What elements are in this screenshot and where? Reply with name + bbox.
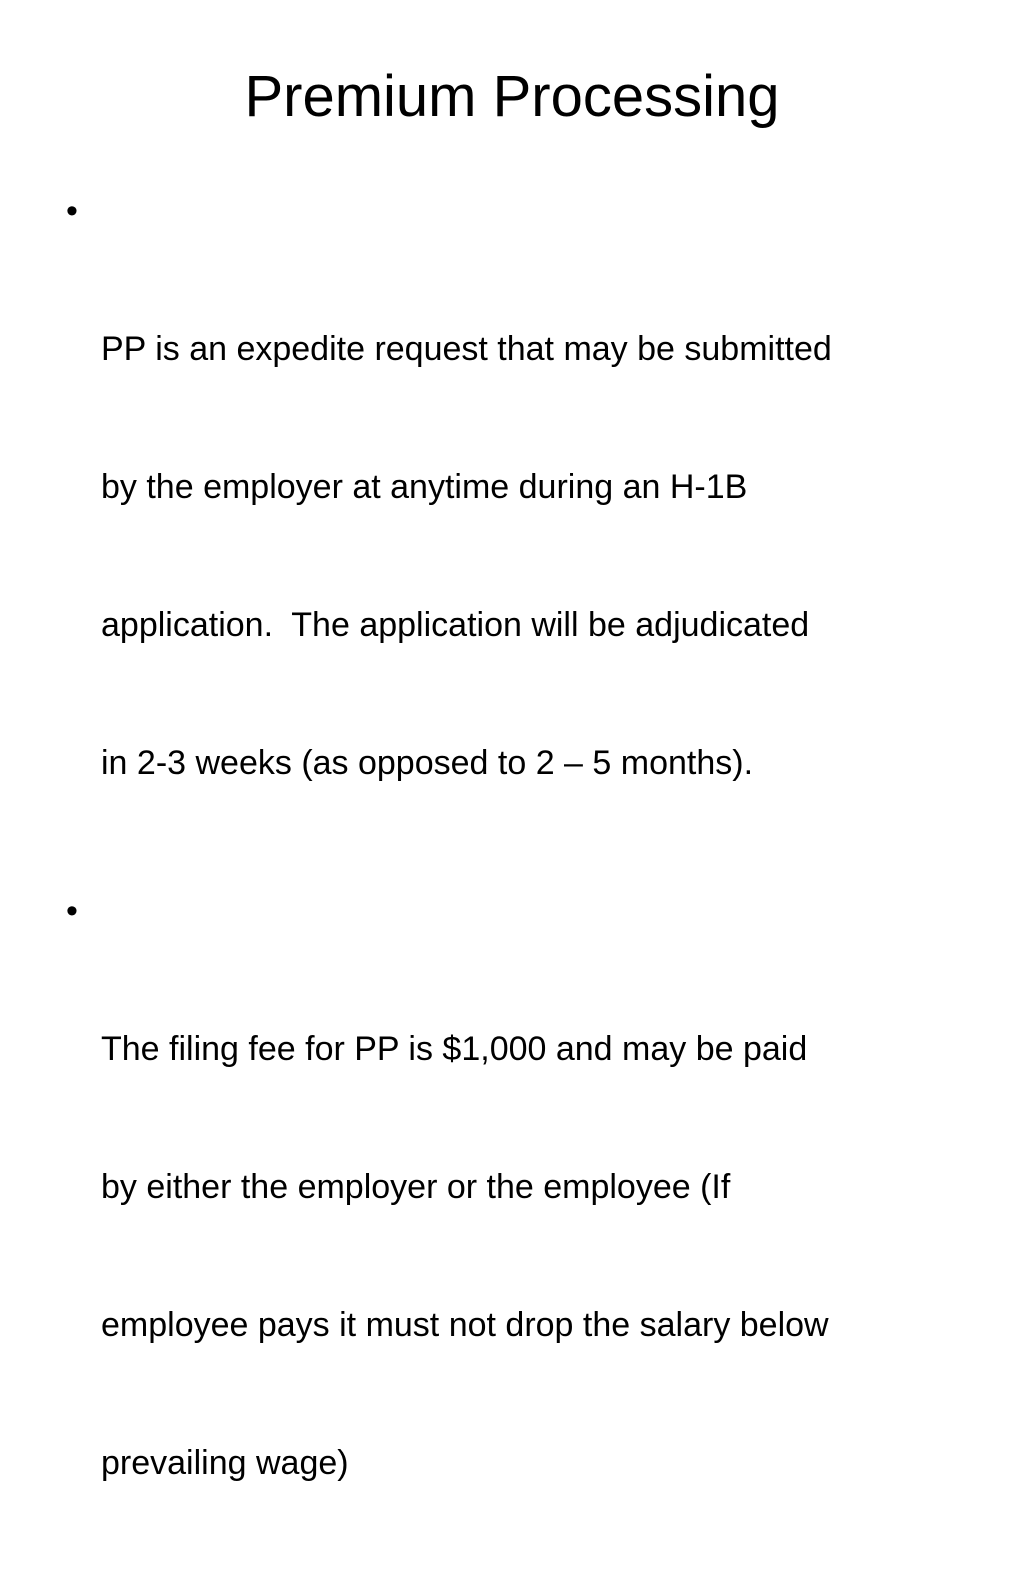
bullet-text-line: PP is an expedite request that may be submitted (101, 330, 832, 368)
bullet-text-line: by either the employer or the employee (If (101, 1168, 731, 1206)
bullet-text-line: by the employer at anytime during an H-1B (101, 468, 748, 506)
bullet-marker: • (66, 192, 78, 230)
bullet-text-line: The filing fee for PP is $1,000 and may be paid (101, 1030, 808, 1068)
bullet-text-line: employee pays it must not drop the salary below (101, 1306, 829, 1344)
bullet-text-line: in 2-3 weeks (as opposed to 2 – 5 months). (101, 744, 754, 782)
bullet-text-line: prevailing wage) (101, 1444, 349, 1482)
bullet-item (60, 888, 970, 1578)
bullet-text-line: application. The application will be adjudicated (101, 606, 810, 644)
bullet-marker: • (66, 892, 78, 930)
bullet-item (60, 188, 970, 878)
slide-title: Premium Processing (244, 64, 780, 129)
bullet-list (60, 188, 970, 1588)
